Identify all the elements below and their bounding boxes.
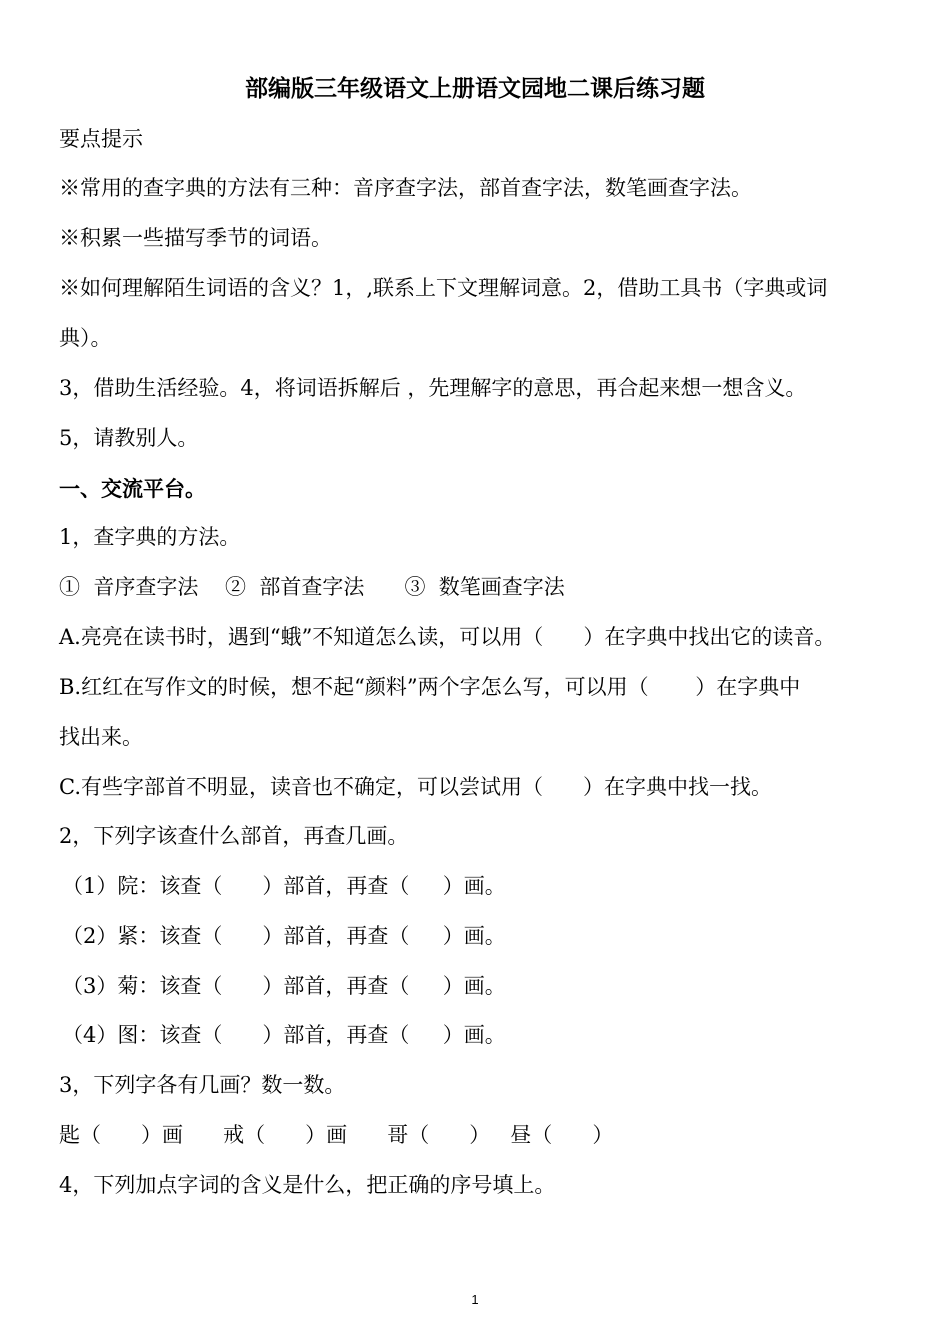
question-4-prompt: 4，下列加点字词的含义是什么，把正确的序号填上。 — [59, 1173, 556, 1197]
question-1-options: ① 音序查字法 ② 部首查字法 ③ 数笔画查字法 — [59, 575, 565, 599]
question-1-prompt: 1，查字典的方法。 — [59, 525, 241, 549]
question-2-item: （3）菊：该查（ ）部首，再查（ ）画。 — [62, 974, 506, 998]
page-number: 1 — [471, 1292, 479, 1307]
question-1-item-b: B.红红在写作文的时候，想不起“颜料”两个字怎么写，可以用（ ）在字典中 — [59, 675, 801, 699]
key-points-heading: 要点提示 — [59, 127, 143, 151]
question-3-prompt: 3，下列字各有几画？数一数。 — [59, 1073, 346, 1097]
question-2-item: （2）紧：该查（ ）部首，再查（ ）画。 — [62, 924, 506, 948]
key-point-line: 典）。 — [59, 326, 112, 350]
question-3-items: 匙（ ）画 戒（ ）画 哥（ ） 昼（ ） — [59, 1123, 614, 1147]
section-heading: 一、交流平台。 — [59, 477, 206, 501]
question-2-prompt: 2，下列字该查什么部首，再查几画。 — [59, 824, 409, 848]
page-title: 部编版三年级语文上册语文园地二课后练习题 — [245, 76, 705, 102]
key-point-line: 3，借助生活经验。4，将词语拆解后 ，先理解字的意思，再合起来想一想含义。 — [59, 376, 807, 400]
key-point-line: 5，请教别人。 — [59, 426, 199, 450]
question-2-item: （1）院：该查（ ）部首，再查（ ）画。 — [62, 874, 506, 898]
question-1-item-c: C.有些字部首不明显，读音也不确定，可以尝试用（ ）在字典中找一找。 — [59, 775, 773, 799]
question-1-item-b-cont: 找出来。 — [59, 725, 143, 749]
question-1-item-a: A.亮亮在读书时，遇到“蛾”不知道怎么读，可以用（ ）在字典中找出它的读音。 — [59, 625, 836, 649]
question-2-item: （4）图：该查（ ）部首，再查（ ）画。 — [62, 1023, 506, 1047]
key-point-line: ※常用的查字典的方法有三种：音序查字法，部首查字法，数笔画查字法。 — [59, 176, 752, 200]
key-point-line: ※如何理解陌生词语的含义？1，,联系上下文理解词意。2，借助工具书（字典或词 — [59, 276, 828, 300]
key-point-line: ※积累一些描写季节的词语。 — [59, 226, 332, 250]
